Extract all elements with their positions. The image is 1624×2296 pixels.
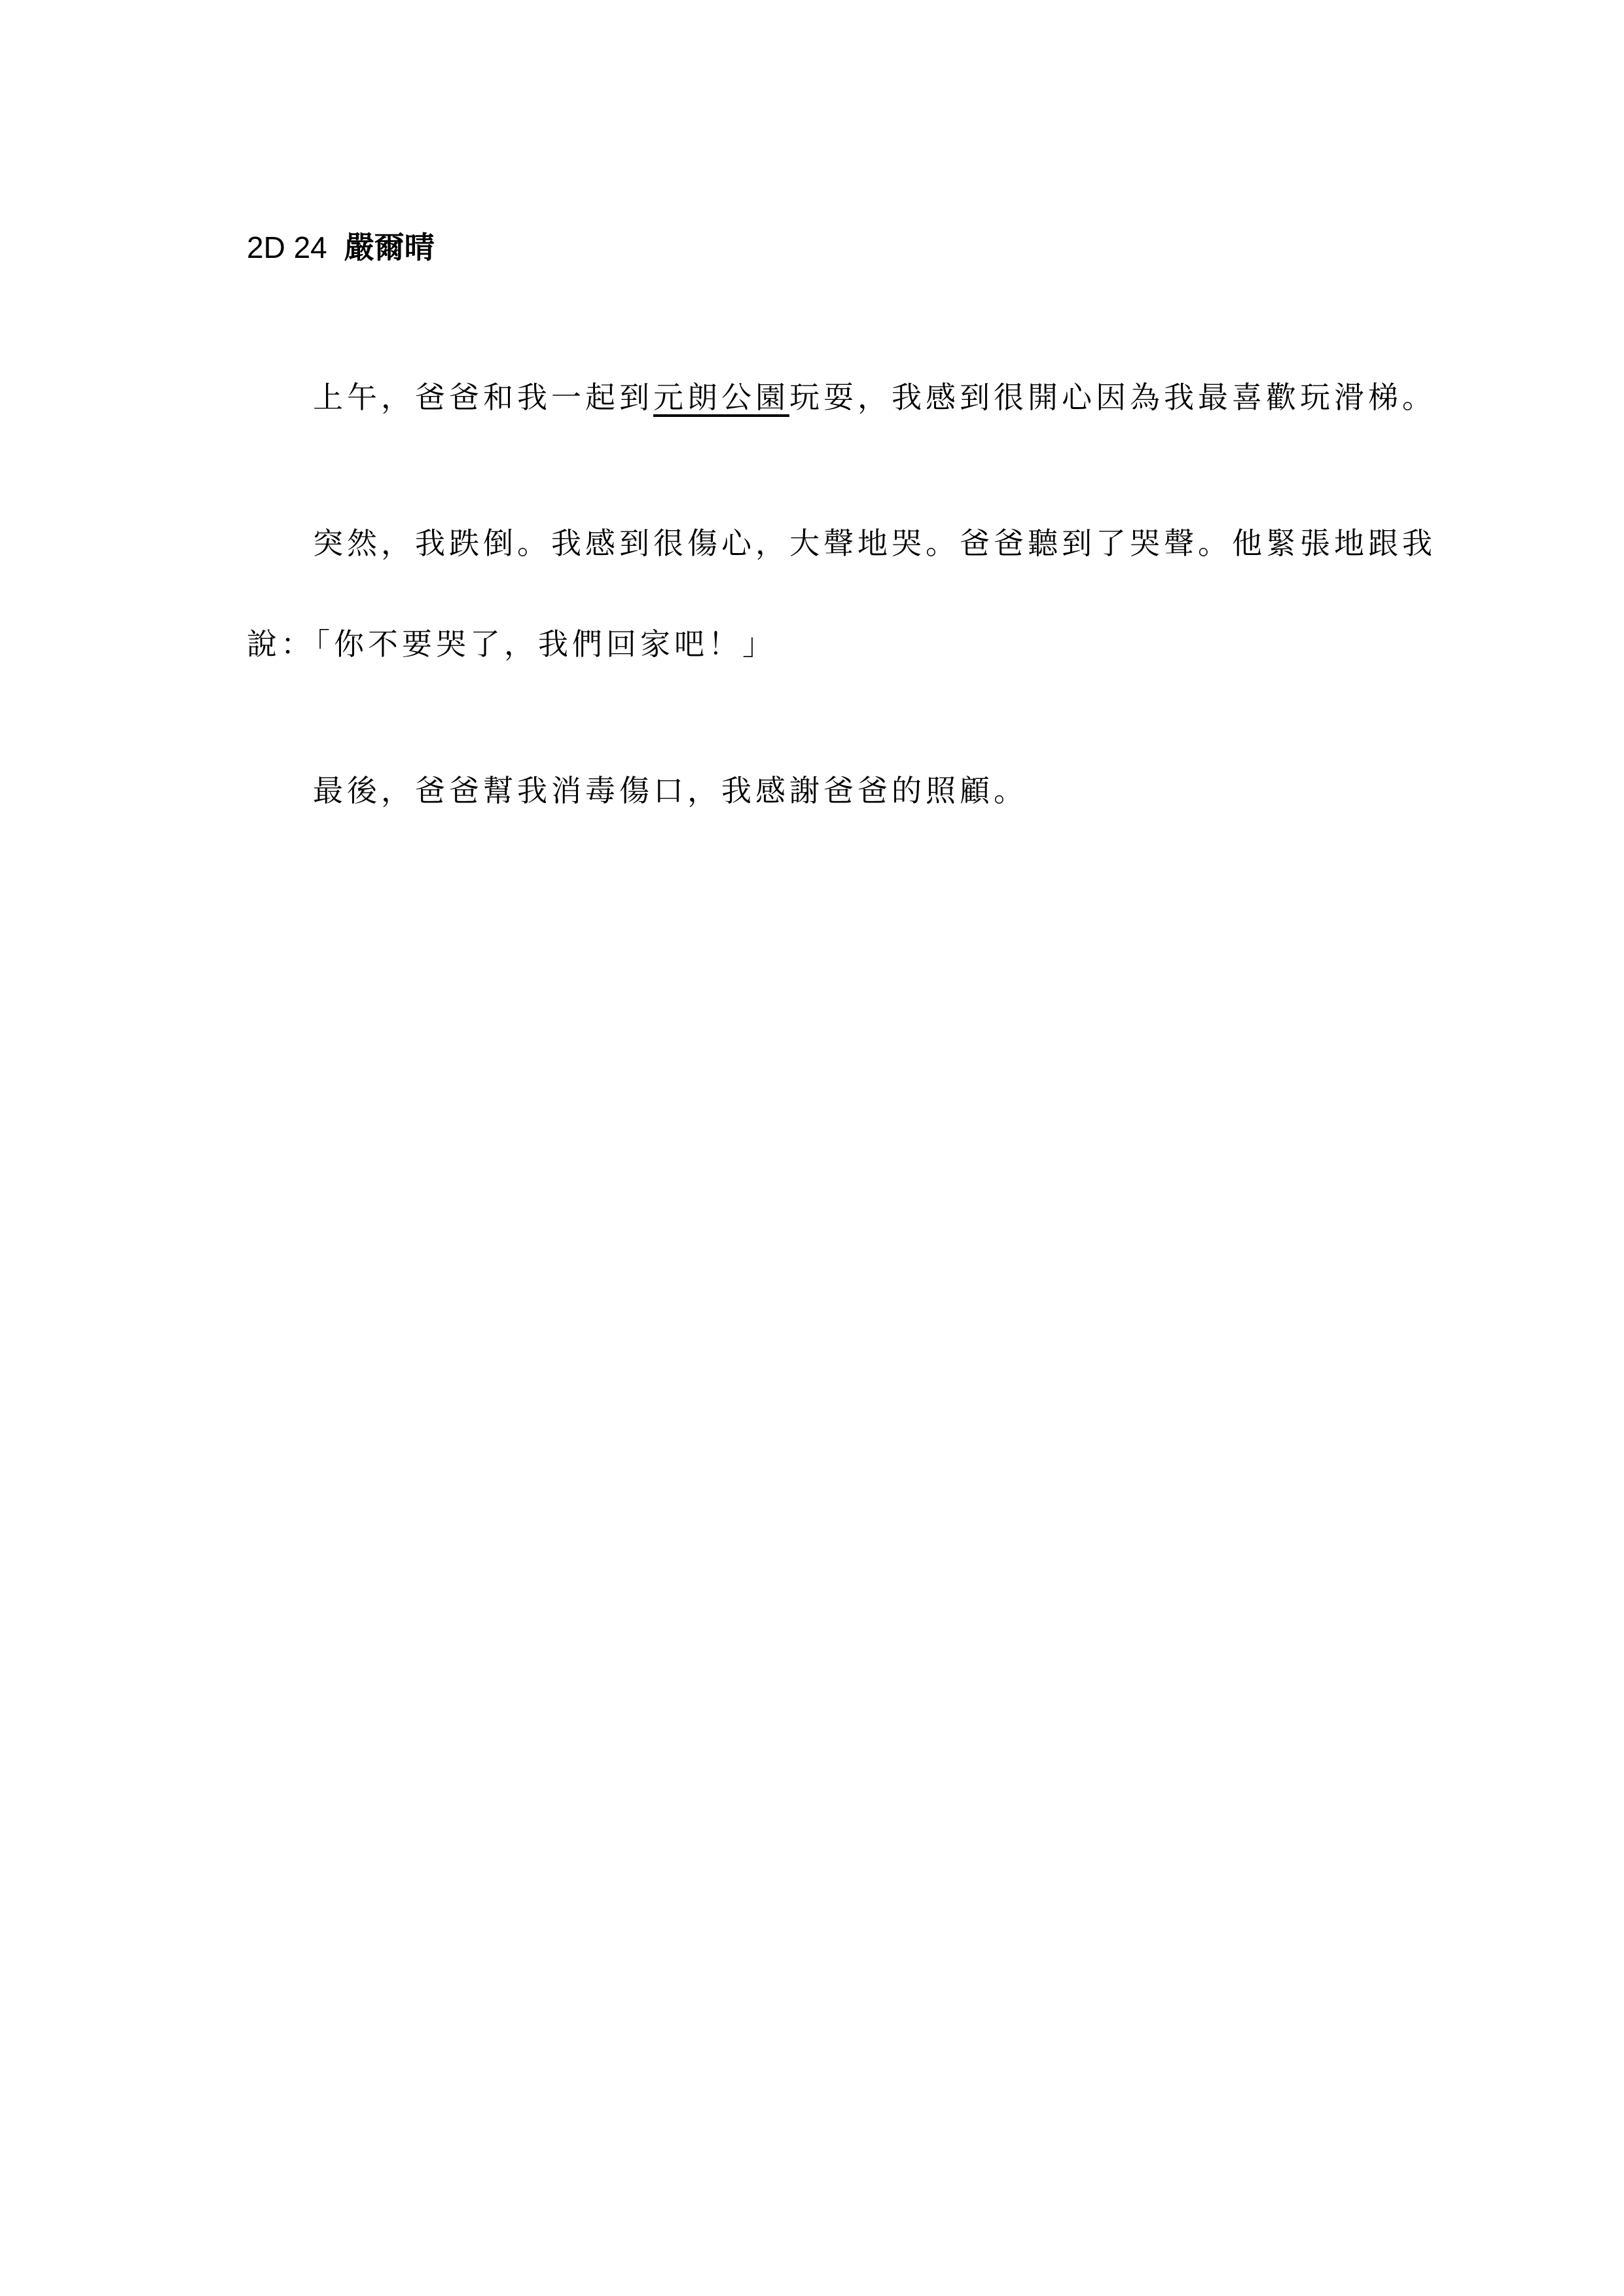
paragraph-3: 最後，爸爸幫我消毒傷口，我感謝爸爸的照顧。 bbox=[313, 773, 1028, 808]
document-header bbox=[247, 228, 435, 267]
paragraph-2-line-2: 說：「你不要哭了，我們回家吧！」 bbox=[247, 626, 776, 662]
paragraph-2-line-1: 突然，我跌倒。我感到很傷心，大聲地哭。爸爸聽到了哭聲。他緊張地跟我 bbox=[313, 526, 1436, 561]
paragraph-1-before: 上午，爸爸和我一起到 bbox=[313, 380, 653, 415]
paragraph-1-after: 玩耍，我感到很開心因為我最喜歡玩滑梯。 bbox=[789, 380, 1436, 415]
class-id: 2D 24 bbox=[247, 230, 327, 264]
paragraph-1 bbox=[313, 378, 1436, 417]
place-name: 元朗公園 bbox=[653, 380, 789, 415]
student-name: 嚴爾晴 bbox=[344, 230, 435, 265]
